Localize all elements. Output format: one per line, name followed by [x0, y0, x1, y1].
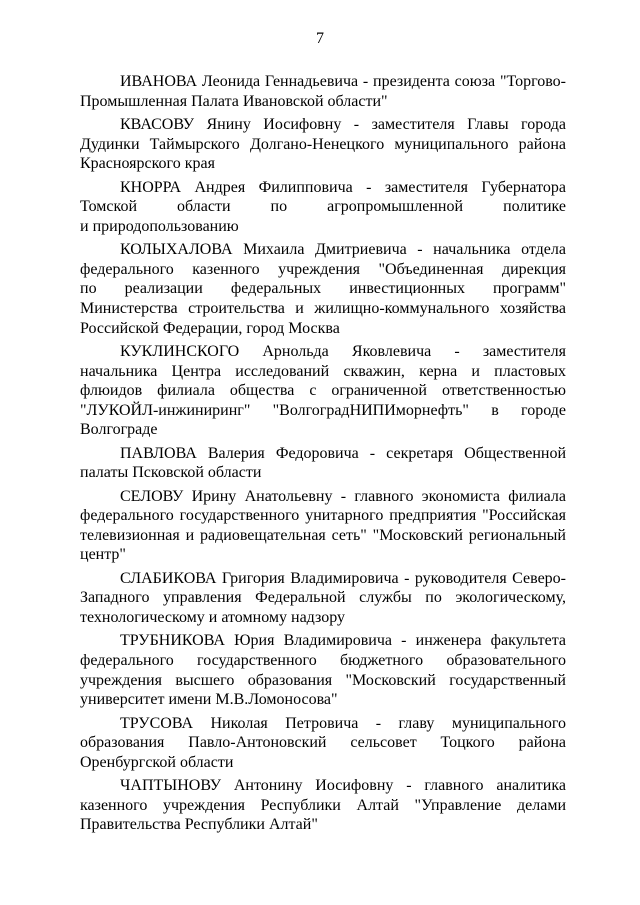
entry-text-line: технологическому и атомному надзору: [80, 609, 346, 627]
entry-text-line: Западного управления Федеральной службы по экологическому,: [80, 589, 566, 607]
entry-text-line: начальника Центра исследований скважин, керна и пластовых: [80, 362, 566, 380]
entry-name-line: КОЛЫХАЛОВА Михаила Дмитриевича - начальника отдела: [120, 241, 566, 259]
award-entry: [80, 342, 566, 440]
entry-text-line: и природопользованию: [80, 217, 239, 235]
entry-text-line: Томской области по агропромышленной политике: [80, 198, 566, 216]
entry-name-line: ПАВЛОВА Валерия Федоровича - секретаря Общественной: [120, 444, 566, 462]
entry-name-line: КВАСОВУ Янину Иосифовну - заместителя Главы города: [120, 115, 566, 133]
entry-name-line: ТРУСОВА Николая Петровича - главу муниципального: [120, 714, 566, 732]
entry-text-line: Дудинки Таймырского Долгано-Ненецкого муниципального района: [80, 135, 566, 153]
entry-text-line: федерального государственного унитарного предприятия "Российская: [80, 507, 566, 525]
entry-text-line: федерального государственного бюджетного образовательного: [80, 652, 566, 669]
award-entry: [80, 714, 566, 773]
page-number: 7: [316, 30, 324, 47]
entry-name-line: ТРУБНИКОВА Юрия Владимировича - инженера факультета: [120, 632, 566, 650]
entry-name-line: КУКЛИНСКОГО Арнольда Яковлевича - заместителя: [120, 342, 566, 360]
entry-text-line: казенного учреждения Республики Алтай "Управление делами: [80, 796, 566, 814]
award-entry: [80, 569, 566, 628]
award-entry: [80, 776, 566, 835]
entry-text-line: учреждения высшего образования "Московский государственный: [80, 671, 566, 689]
entry-text-line: Промышленная Палата Ивановской области": [80, 92, 388, 110]
entry-text-line: федерального казенного учреждения "Объединенная дирекция: [80, 260, 566, 278]
entry-text-line: Российской Федерации, город Москва: [80, 319, 340, 337]
award-entry: [80, 115, 566, 174]
entry-text-line: Министерства строительства и жилищно-коммунального хозяйства: [80, 299, 566, 317]
entry-text-line: телевизионная и радиовещательная сеть" "Московский региональный: [80, 526, 566, 544]
entry-text-line: флюидов филиала общества с ограниченной ответственностью: [80, 382, 566, 400]
award-entry: [80, 487, 566, 565]
entry-text-line: Волгограде: [80, 421, 158, 439]
entry-name-line: КНОРРА Андрея Филипповича - заместителя Губернатора: [120, 178, 566, 196]
entry-text-line: палаты Псковской области: [80, 464, 262, 482]
award-entry: [80, 240, 566, 338]
entry-text-line: по реализации федеральных инвестиционных программ": [80, 280, 566, 298]
entry-text-line: Оренбургской области: [80, 753, 234, 771]
award-entry: [80, 72, 566, 111]
award-list: [80, 72, 566, 839]
entry-name-line: ЧАПТЫНОВУ Антонину Иосифовну - главного аналитика: [120, 777, 566, 795]
award-entry: [80, 178, 566, 237]
award-entry: [80, 631, 566, 709]
entry-name-line: СЕЛОВУ Ирину Анатольевну - главного экономиста филиала: [120, 487, 566, 505]
award-entry: [80, 444, 566, 483]
entry-text-line: "ЛУКОЙЛ-инжиниринг" "ВолгоградНИПИморнефть" в городе: [80, 401, 566, 419]
entry-text-line: Красноярского края: [80, 155, 215, 173]
entry-text-line: образования Павло-Антоновский сельсовет Тоцкого района: [80, 734, 566, 752]
entry-name-line: СЛАБИКОВА Григория Владимировича - руководителя Северо-: [120, 569, 566, 587]
entry-text-line: центр": [80, 546, 126, 564]
entry-text-line: университет имени М.В.Ломоносова": [80, 691, 338, 709]
entry-text-line: Правительства Республики Алтай": [80, 816, 318, 834]
entry-name-line: ИВАНОВА Леонида Геннадьевича - президента союза "Торгово-: [120, 73, 566, 90]
